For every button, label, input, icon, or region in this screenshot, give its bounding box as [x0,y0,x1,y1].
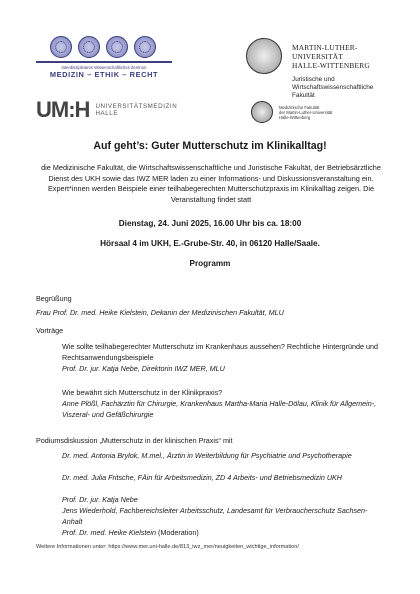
talk1-speaker: Prof. Dr. jur. Katja Nebe, Direktorin IWZ MER, MLU [62,364,225,373]
medfak-line3: Halle-Wittenberg [279,114,311,120]
umh-logo [36,97,177,123]
izm-title: MEDIZIN – ETHIK – RECHT [49,70,159,79]
event-details [0,214,420,274]
medfak-text [279,105,332,120]
greeting-label: Begrüßung [36,294,72,303]
umh-text-line2: HALLE [95,110,119,117]
medfak-logo [251,101,332,123]
panelist-wiederhold: Jens Wiederhold, Fachbereichsleiter Arbeitsschutz, Landesamt für Verbraucherschutz Sachsen-Anhalt [62,506,368,526]
izm-subtitle: Interdisziplinäres Wissenschaftliches Zentrum [61,65,147,70]
umh-mark: UM:H [36,97,90,122]
greeting-speaker: Frau Prof. Dr. med. Heike Kielstein, Dekanin der Medizinischen Fakultät, MLU [36,308,284,317]
seal-icon [106,36,128,58]
izm-divider [36,61,172,63]
event-location: Hörsaal 4 im UKH, E.-Grube-Str. 40, in 06120 Halle/Saale. [100,239,320,248]
panelist-brylok: Dr. med. Antonia Brylok, M.mel., Ärztin in Weiterbildung für Psychiatrie und Psychotherapie [62,451,352,460]
moderator-role: (Moderation) [156,528,199,537]
mlu-name [292,43,406,70]
moderator-name: Prof. Dr. med. Heike Kielstein [62,528,157,537]
talk1-question: Wie sollte teilhabegerechter Mutterschutz im Krankenhaus aussehen? Rechtliche Hintergründe und Rechtsanwendungsbeispiele [62,342,379,362]
panelist-nebe: Prof. Dr. jur. Katja Nebe [62,495,138,504]
event-datetime: Dienstag, 24. Juni 2025, 16.00 Uhr bis ca. 18:00 [118,219,302,228]
umh-text [95,103,177,118]
medfak-line2: der Martin-Luther-Universität [279,109,333,115]
footer-info: Weitere Informationen unter: https://www.mer.uni-halle.de/813_iwz_mer/neuigkeiten_wichtige_information/ [36,544,299,550]
mlu-logo [246,38,406,101]
talks-label: Vorträge [36,326,64,335]
talk2-speaker: Anne Plößl, Fachärztin für Chirurgie, Krankenhaus Martha-Maria Halle-Dölau, Klinik für Allgemein-, Viszeral- und Gefäßchirurgie [62,399,377,419]
panelist-fritsche: Dr. med. Julia Fritsche, FÄin für Arbeitsmedizin, ZD 4 Arbeits- und Betriebsmedizin UKH [62,473,343,482]
talk2-question: Wie bewährt sich Mutterschutz in der Klinikpraxis? [62,388,223,397]
seal-icon [50,36,72,58]
mlu-name-line1: MARTIN-LUTHER-UNIVERSITÄT [292,42,358,61]
mlu-faculty-line2: Fakultät [292,92,315,100]
panel-moderator [62,528,380,539]
izm-logo [36,36,172,79]
mlu-faculty [292,76,406,101]
medfak-seal-icon [251,101,273,123]
intro-text: die Medizinische Fakultät, die Wirtschaftswissenschaftliche und Juristische Fakultät, der Betriebsärztliche Dienst des UKH sowie das IWZ MER laden zu einer Informations- und Diskussionsveranstaltung ein. Expert*innen werden Beispiele einer teilhabegerechten Mutterschutzpraxis im Klinikalltag zeigen. Die Veranstaltung findet statt [41,163,381,204]
panel-label: Podiumsdiskussion „Mutterschutz in der klinischen Praxis“ mit [36,436,233,445]
mlu-name-line2: HALLE-WITTENBERG [292,60,370,70]
seal-icon [78,36,100,58]
program-heading: Programm [189,259,231,268]
medfak-line1: Medizinische Fakultät [279,104,320,110]
umh-text-line1: UNIVERSITÄTSMEDIZIN [95,102,178,110]
page-title: Auf geht’s: Guter Mutterschutz im Klinikalltag! [93,140,327,152]
mlu-seal-icon [246,38,282,74]
mlu-faculty-line1: Juristische und Wirtschaftswissenschaftliche [292,76,374,92]
izm-seal-row [50,36,172,58]
seal-icon [134,36,156,58]
